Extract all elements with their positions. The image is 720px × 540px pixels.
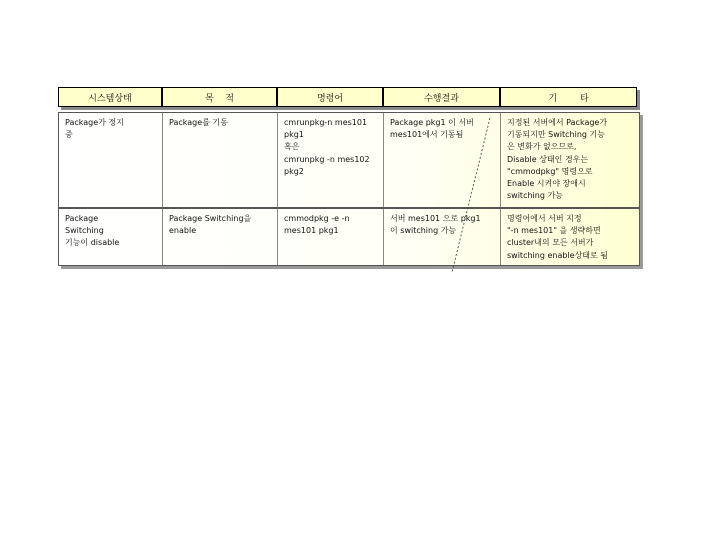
- table-cell: cmrunpkg-n mes101 pkg1 혹은 cmrunpkg -n mes102 pkg2: [278, 113, 384, 207]
- header-cell-command: 명령어: [277, 87, 383, 107]
- table-cell: 명령어에서 서버 지정 "-n mes101" 을 생략하면 cluster내의 모든 서버가 switching enable상태로 됨: [507, 214, 609, 260]
- table-cell: Package pkg1 이 서버 mes101에서 기동됨: [384, 113, 501, 207]
- table-cell: Package Switching 기능이 disable: [59, 209, 163, 265]
- table-cell: Package가 정지 중: [59, 113, 163, 207]
- table-cell: 지정된 서버에서 Package가 기동되지만 Switching 기능 은 변화가 없으므로, Disable 상태인 경우는 "cmmodpkg" 명령으로 Enable 시켜야 장애시 switching 가능: [507, 118, 608, 201]
- table-cell: Package를 기동: [163, 113, 278, 207]
- header-cell-purpose: 목 적: [162, 87, 277, 107]
- table-cell: 서버 mes101 으로 pkg1 이 switching 가능: [384, 209, 501, 265]
- header-cell-etc: 기 타: [500, 87, 637, 107]
- header-cell-result: 수행결과: [383, 87, 500, 107]
- table-cell: Package Switching을 enable: [163, 209, 278, 265]
- table-cell: cmmodpkg -e -n mes101 pkg1: [278, 209, 384, 265]
- header-cell-system-status: 시스템상태: [58, 87, 162, 107]
